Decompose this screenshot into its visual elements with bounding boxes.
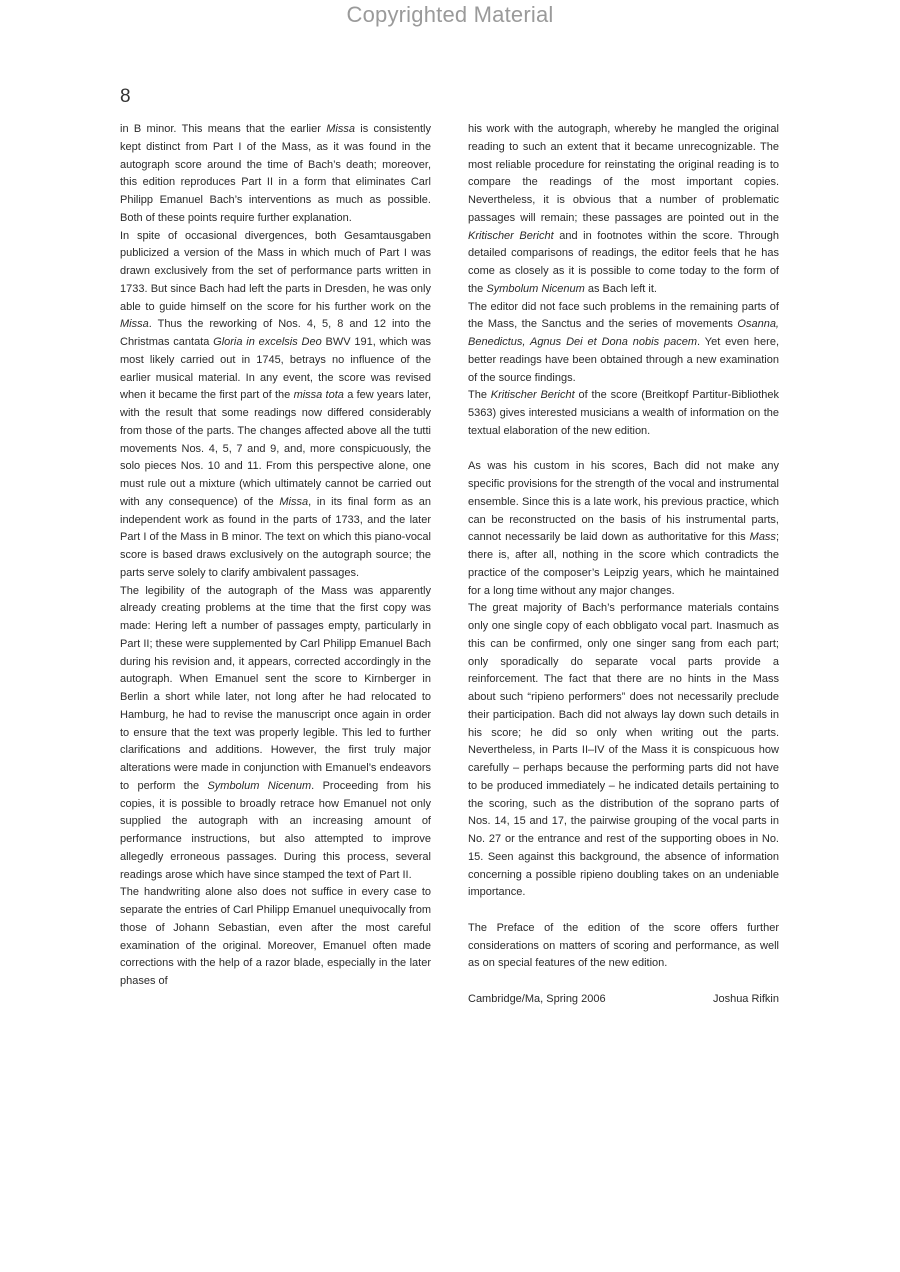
text-run: The handwriting alone also does not suffice in every case to separate the entries of Carl Philipp Emanuel unequivocally from those of Johann Sebastian, even after the most careful examination of the original. Moreover, Emanuel often made corrections with the help of a razor blade, especially in the later phases of bbox=[120, 886, 431, 987]
italic-text: Gloria in excelsis Deo bbox=[213, 336, 322, 348]
text-run: is consistently kept distinct from Part I of the Mass, as it was found in the autograph score around the time of Bach’s death; moreover, this edition reproduces Part II in a form that eliminates Carl Philipp Emanuel Bach’s interventions as much as possible. Both of these points require further explanation. bbox=[120, 123, 432, 224]
signature-place-date: Cambridge/Ma, Spring 2006 bbox=[468, 992, 606, 1005]
page-number: 8 bbox=[120, 86, 131, 107]
italic-text: Kritischer Bericht bbox=[468, 229, 554, 242]
paragraph bbox=[468, 121, 779, 299]
text-run: . Yet even here, better readings have been obtained through a new examination of the source findings. bbox=[468, 336, 780, 384]
text-run: a few years later, with the result that some readings now differed considerably from those of the parts. The changes affected above all the tutti movements Nos. 4, 5, 7 and 9, and, more conspicuously, the solo pieces Nos. 10 and 11. From this perspective alone, one must rule out a mixture (which ultimately cannot be carried out with any consequence) of the bbox=[120, 389, 431, 508]
text-run: . Thus the reworking of Nos. 4, 5, 8 and 12 into the Christmas cantata bbox=[120, 318, 431, 348]
text-run: his work with the autograph, whereby he mangled the original reading to such an extent that it became unrecognizable. The most reliable procedure for reinstating the original reading is to compare the readings of the most important copies. Nevertheless, it is obvious that a number of problematic passages will remain; these passages are pointed out in the bbox=[468, 123, 779, 224]
italic-text: Osanna, Benedictus, Agnus Dei et Dona nobis pacem bbox=[468, 318, 779, 348]
italic-text: missa tota bbox=[293, 389, 344, 402]
text-run: as Bach left it. bbox=[584, 282, 657, 295]
paragraph bbox=[468, 387, 779, 440]
text-run: and in footnotes within the score. Through detailed comparisons of readings, the editor feels that he has come as closely as it is possible to come today to the form of the bbox=[468, 229, 779, 295]
paragraph bbox=[120, 583, 431, 885]
watermark: Copyrighted Material bbox=[346, 2, 554, 27]
text-run: of the score (Breitkopf Partitur-Bibliothek 5363) gives interested musicians a wealth of information on the textual elaboration of the new edition. bbox=[468, 389, 780, 437]
text-run: The Preface of the edition of the score offers further considerations on matters of scoring and performance, as well as on special features of the new edition. bbox=[468, 921, 779, 970]
paragraph-gap bbox=[468, 973, 779, 991]
text-run: The bbox=[468, 389, 491, 402]
paragraph bbox=[120, 228, 431, 583]
italic-text: Missa bbox=[326, 123, 355, 135]
text-run: The great majority of Bach’s performance materials contains only one single copy of each obbligato vocal part. Inasmuch as this can be confirmed, only one singer sang from each part; only sporadically do separate vocal parts provide a reinforcement. The fact that there are no hints in the Mass about such “ripieno performers” does not necessarily preclude their participation. Bach did not always lay down such details in his score; he did so only when writing out the parts. Nevertheless, in Parts II–IV of the Mass it is conspicuous how carefully – perhaps because the performing parts did not have to be produced immediately – he indicated details pertaining to the scoring, such as the distribution of the soprano parts of Nos. 14, 15 and 17, the pairwise grouping of the vocal parts in No. 27 or the entrance and rest of the supporting oboes in No. 15. Seen against this background, the absence of information concerning a possible ripieno doubling takes on an undeniable importance. bbox=[468, 602, 779, 899]
paragraph-gap bbox=[468, 902, 779, 920]
text-run: in B minor. This means that the earlier bbox=[120, 123, 327, 135]
italic-text: Kritischer Bericht bbox=[490, 389, 575, 402]
italic-text: Missa bbox=[279, 495, 309, 508]
text-run: BWV 191, which was most likely carried out in 1745, betrays no influence of the earlier musical material. In any event, the score was revised when it became the first part of the bbox=[120, 336, 432, 402]
text-run: As was his custom in his scores, Bach did not make any specific provisions for the strength of the vocal and instrumental ensemble. Since this is a late work, his previous practice, which can be reconstructed on the basis of his instrumental parts, cannot necessarily be laid down as authoritative for this bbox=[468, 460, 779, 544]
signature-author: Joshua Rifkin bbox=[712, 992, 779, 1005]
italic-text: Missa bbox=[120, 318, 149, 331]
italic-text: Symbolum Nicenum bbox=[486, 282, 585, 295]
text-run: . Proceeding from his copies, it is possible to broadly retrace how Emanuel not only supplied the autograph with an increasing amount of performance instructions, but also attempted to improve allegedly erroneous passages. During this process, several readings arose which have since stamped the text of Part II. bbox=[120, 779, 432, 881]
italic-text: Symbolum Nicenum bbox=[207, 779, 312, 792]
paragraph bbox=[468, 600, 779, 902]
paragraph bbox=[120, 121, 431, 228]
paragraph bbox=[468, 458, 779, 600]
paragraph-gap bbox=[468, 441, 779, 459]
right-column bbox=[468, 121, 779, 1009]
text-run: The editor did not face such problems in the remaining parts of the Mass, the Sanctus and the series of movements bbox=[468, 300, 779, 331]
italic-text: Mass bbox=[749, 531, 776, 544]
text-run: In spite of occasional divergences, both Gesamtausgaben publicized a version of the Mass in which much of Part I was drawn exclusively from the set of performance parts written in 1733. But since Bach had left the parts in Dresden, he was only able to guide himself on the score for his further work on the bbox=[120, 229, 431, 313]
paragraph bbox=[468, 299, 779, 388]
paragraph bbox=[120, 884, 431, 991]
text-run: , in its final form as an independent work as found in the parts of 1733, and the later Part I of the Mass in B minor. The text on which this piano-vocal score is based draws exclusively on the autograph source; the parts serve solely to clarify ambivalent passages. bbox=[120, 495, 431, 579]
text-run: The legibility of the autograph of the Mass was apparently already creating problems at the time that the first copy was made: Hering left a number of passages empty, particularly in Part II; these were supplemented by Carl Philipp Emanuel Bach during his revision and, it appears, corrected accordingly in the autograph. When Emanuel sent the score to Kirnberger in Berlin a short while later, not long after he had relocated to Hamburg, he had to revise the manuscript once again in order to ensure that the text was properly legible. This led to further clarifications and additions. However, the first truly major alterations were made in conjunction with Emanuel’s endeavors to perform the bbox=[120, 584, 431, 792]
paragraph bbox=[468, 920, 779, 973]
left-column bbox=[120, 121, 431, 991]
text-run: ; there is, after all, nothing in the score which contradicts the practice of the composer’s Leipzig years, which he maintained for a long time without any major changes. bbox=[468, 531, 779, 597]
signature bbox=[468, 991, 779, 1009]
